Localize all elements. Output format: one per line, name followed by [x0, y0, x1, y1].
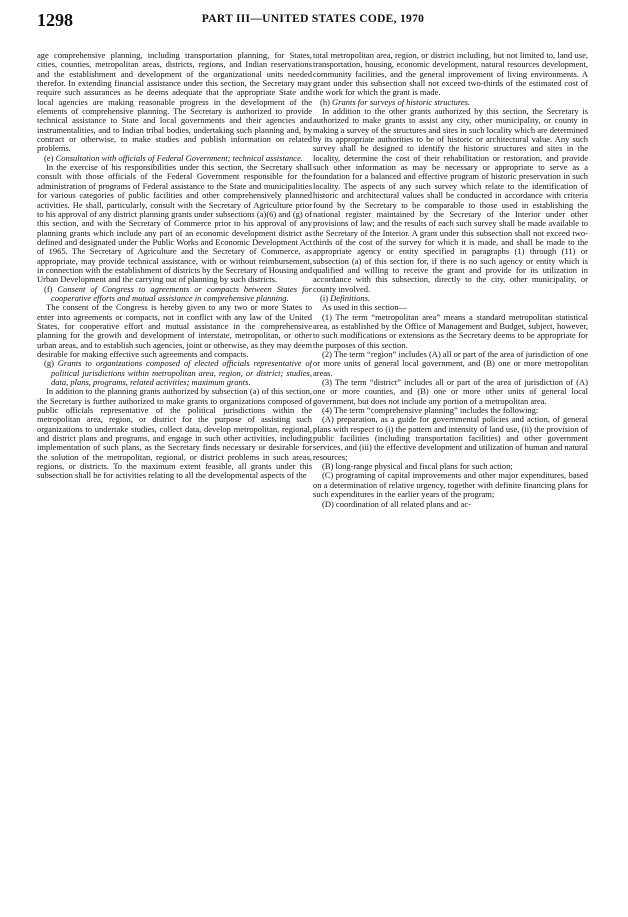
subsection-g-heading — [37, 359, 312, 387]
definition-2: (2) The term “region” includes (A) all or part of the area of jurisdiction of one or more units of general local government, and (B) one or more metropolitan areas. — [313, 349, 588, 378]
definition-1: (1) The term “metropolitan area” means a standard metropolitan statistical area, as established by the Office of Management and Budget, subject, however, to such modifications or extensions as the Secretary deems to be appropriate for the purposes of this section. — [313, 311, 588, 350]
page-header — [37, 10, 589, 34]
subsection-e-body: In the exercise of his responsibilities under this section, the Secretary shall consult with those officials of the Federal Government responsible for the administration of programs of Federal assistance to the State and municipalities for various categories of public facilities and other comprehensively planned activities. He shall, particularly, consult with the Secretary of Agriculture prior to his approval of any district planning grants under subsections (a)(6) and (g) of this section, and with the Secretary of Commerce prior to his approval of any planning grants which include any part of an economic development district as defined and designated under the Public Works and Economic Development Act of 1965. The Secretary of Agriculture and the Secretary of Commerce, as appropriate, may provide technical assistance, with or without reimbursement, in connection with the establishment of districts by the Secretary of Housing and Urban Development and the carrying out of planning by such districts. — [37, 162, 312, 285]
right-column — [313, 51, 588, 907]
subsection-f-heading — [37, 285, 312, 304]
subsection-h-body: In addition to the other grants authorized by this section, the Secretary is authorized to make grants to assist any city, other municipality, or county in making a survey of the structures and sites in such locality which are determined by its appropriate authorities to be of historic or architectural value. Any such survey shall be designed to identify the historic structures and sites in the locality, determine the cost of their rehabilitation or restoration, and provide such other information as may be necessary or appropriate to serve as a foundation for a balanced and effective program of historic preservation in such locality. The aspects of any such survey which relate to the identification of historic and architectural values shall be conducted in accordance with criteria found by the Secretary to be comparable to those used in establishing the national register maintained by the Secretary of the Interior under other provisions of law; and the results of each such survey shall be made available to the Secretary of the Interior. A grant under this subsection shall not exceed two-thirds of the cost of the survey for which it is made, and shall be made to the appropriate agency or entity specified in paragraphs (1) through (11) or subsection (a) of this section for, if there is no such agency or entity which is qualified and willing to receive the grant and provide for its utilization in accordance with this subsection, directly to the city, other municipality, or county involved. — [313, 106, 588, 294]
subsection-g-continuation: total metropolitan area, region, or district including, but not limited to, land use, transportation, housing, economic development, natural resources development, community facilities, and the general improvement of living environments. A grant under this subsection shall not exceed two-thirds of the estimated cost of the work for which the grant is made. — [313, 51, 588, 98]
subsection-f-body: The consent of the Congress is hereby given to any two or more States to enter into agreements or compacts, not in conflict with any law of the United States, for cooperative effort and mutual assistance in the comprehensive planning for the growth and development of interstate, metropolitan, or other urban areas, and to establish such agencies, joint or otherwise, as they may deem desirable for making effective such agreements and compacts. — [37, 302, 312, 359]
paragraph-d-continuation: age comprehensive planning, including transportation planning, for States, cities, counties, metropolitan areas, districts, regions, and Indian reservations and the establishment and development of the organizational units needed therefor. In extending financial assistance under this section, the Secretary may require such assurances as he deems adequate that the appropriate State and local agencies are making reasonable progress in the development of the elements of comprehensive planning. The Secretary is authorized to provide technical assistance to State and local governments and their agencies and instrumentalities, and to Indian tribal bodies, undertaking such planning and, by contract or otherwise, to make studies and publish information on related problems. — [37, 51, 312, 154]
definition-3: (3) The term “district” includes all or part of the area of jurisdiction of (A) one or more counties, and (B) one or more other units of general local government, but does not include any portion of a metropolitan area. — [313, 377, 588, 406]
running-title: PART III—UNITED STATES CODE, 1970 — [201, 13, 425, 25]
subsection-g-number: (g) — [44, 358, 54, 369]
definition-4-d: (D) coordination of all related plans and ac- — [322, 498, 471, 509]
definition-4-a: (A) preparation, as a guide for governmental policies and action, of general plans with respect to (i) the pattern and intensity of land use, (ii) the provision of public facilities (including transportation facilities) and other government services, and (iii) the effective development and utilization of human and natural resources; — [313, 414, 588, 462]
subsection-f-number: (f) — [44, 283, 53, 294]
subsection-f-title: Consent of Congress to agreements or compacts between States for cooperative efforts and mutual assistance in comprehensive planning. — [51, 283, 312, 303]
page-number: 1298 — [37, 10, 73, 30]
definition-4-b: (B) long-range physical and fiscal plans for such action; — [322, 461, 513, 472]
subsection-i-title: Definitions. — [330, 292, 371, 303]
subsection-g-title: Grants to organizations composed of elected officials representative of political jurisdictions within metropolitan area, region, or district; studies, data, plans, programs, related activities; maximum grants. — [51, 358, 312, 388]
subsection-g-body: In addition to the planning grants authorized by subsection (a) of this section, the Secretary is further authorized to make grants to organizations composed of public officials representative of the political jurisdictions within the metropolitan area, region, or district for the purpose of assisting such organizations to undertake studies, collect data, develop metropolitan, regional, and district plans and programs, and engage in such other activities, including implementation of such plans, as the Secretary finds necessary or desirable for the solution of the metropolitan, regional, or district problems in such areas, regions, or districts. To the maximum extent feasible, all grants under this subsection shall be for activities relating to all the developmental aspects of the — [37, 386, 312, 481]
left-column — [37, 51, 312, 907]
definition-4-c: (C) programing of capital improvements and other major expenditures, based on a determination of relative urgency, together with definite financing plans for such expenditures in the earlier years of the program; — [313, 470, 588, 500]
subsection-h-title: Grants for surveys of historic structures. — [332, 96, 471, 107]
definitions-intro: As used in this section— — [322, 302, 407, 313]
subsection-e-number: (e) — [44, 152, 54, 163]
subsection-e-title: Consultation with officials of Federal Government; technical assistance. — [55, 152, 303, 163]
subsection-i-number: (i) — [320, 292, 329, 303]
subsection-h-number: (h) — [320, 96, 330, 107]
definition-4: (4) The term “comprehensive planning” includes the following: — [322, 405, 539, 416]
